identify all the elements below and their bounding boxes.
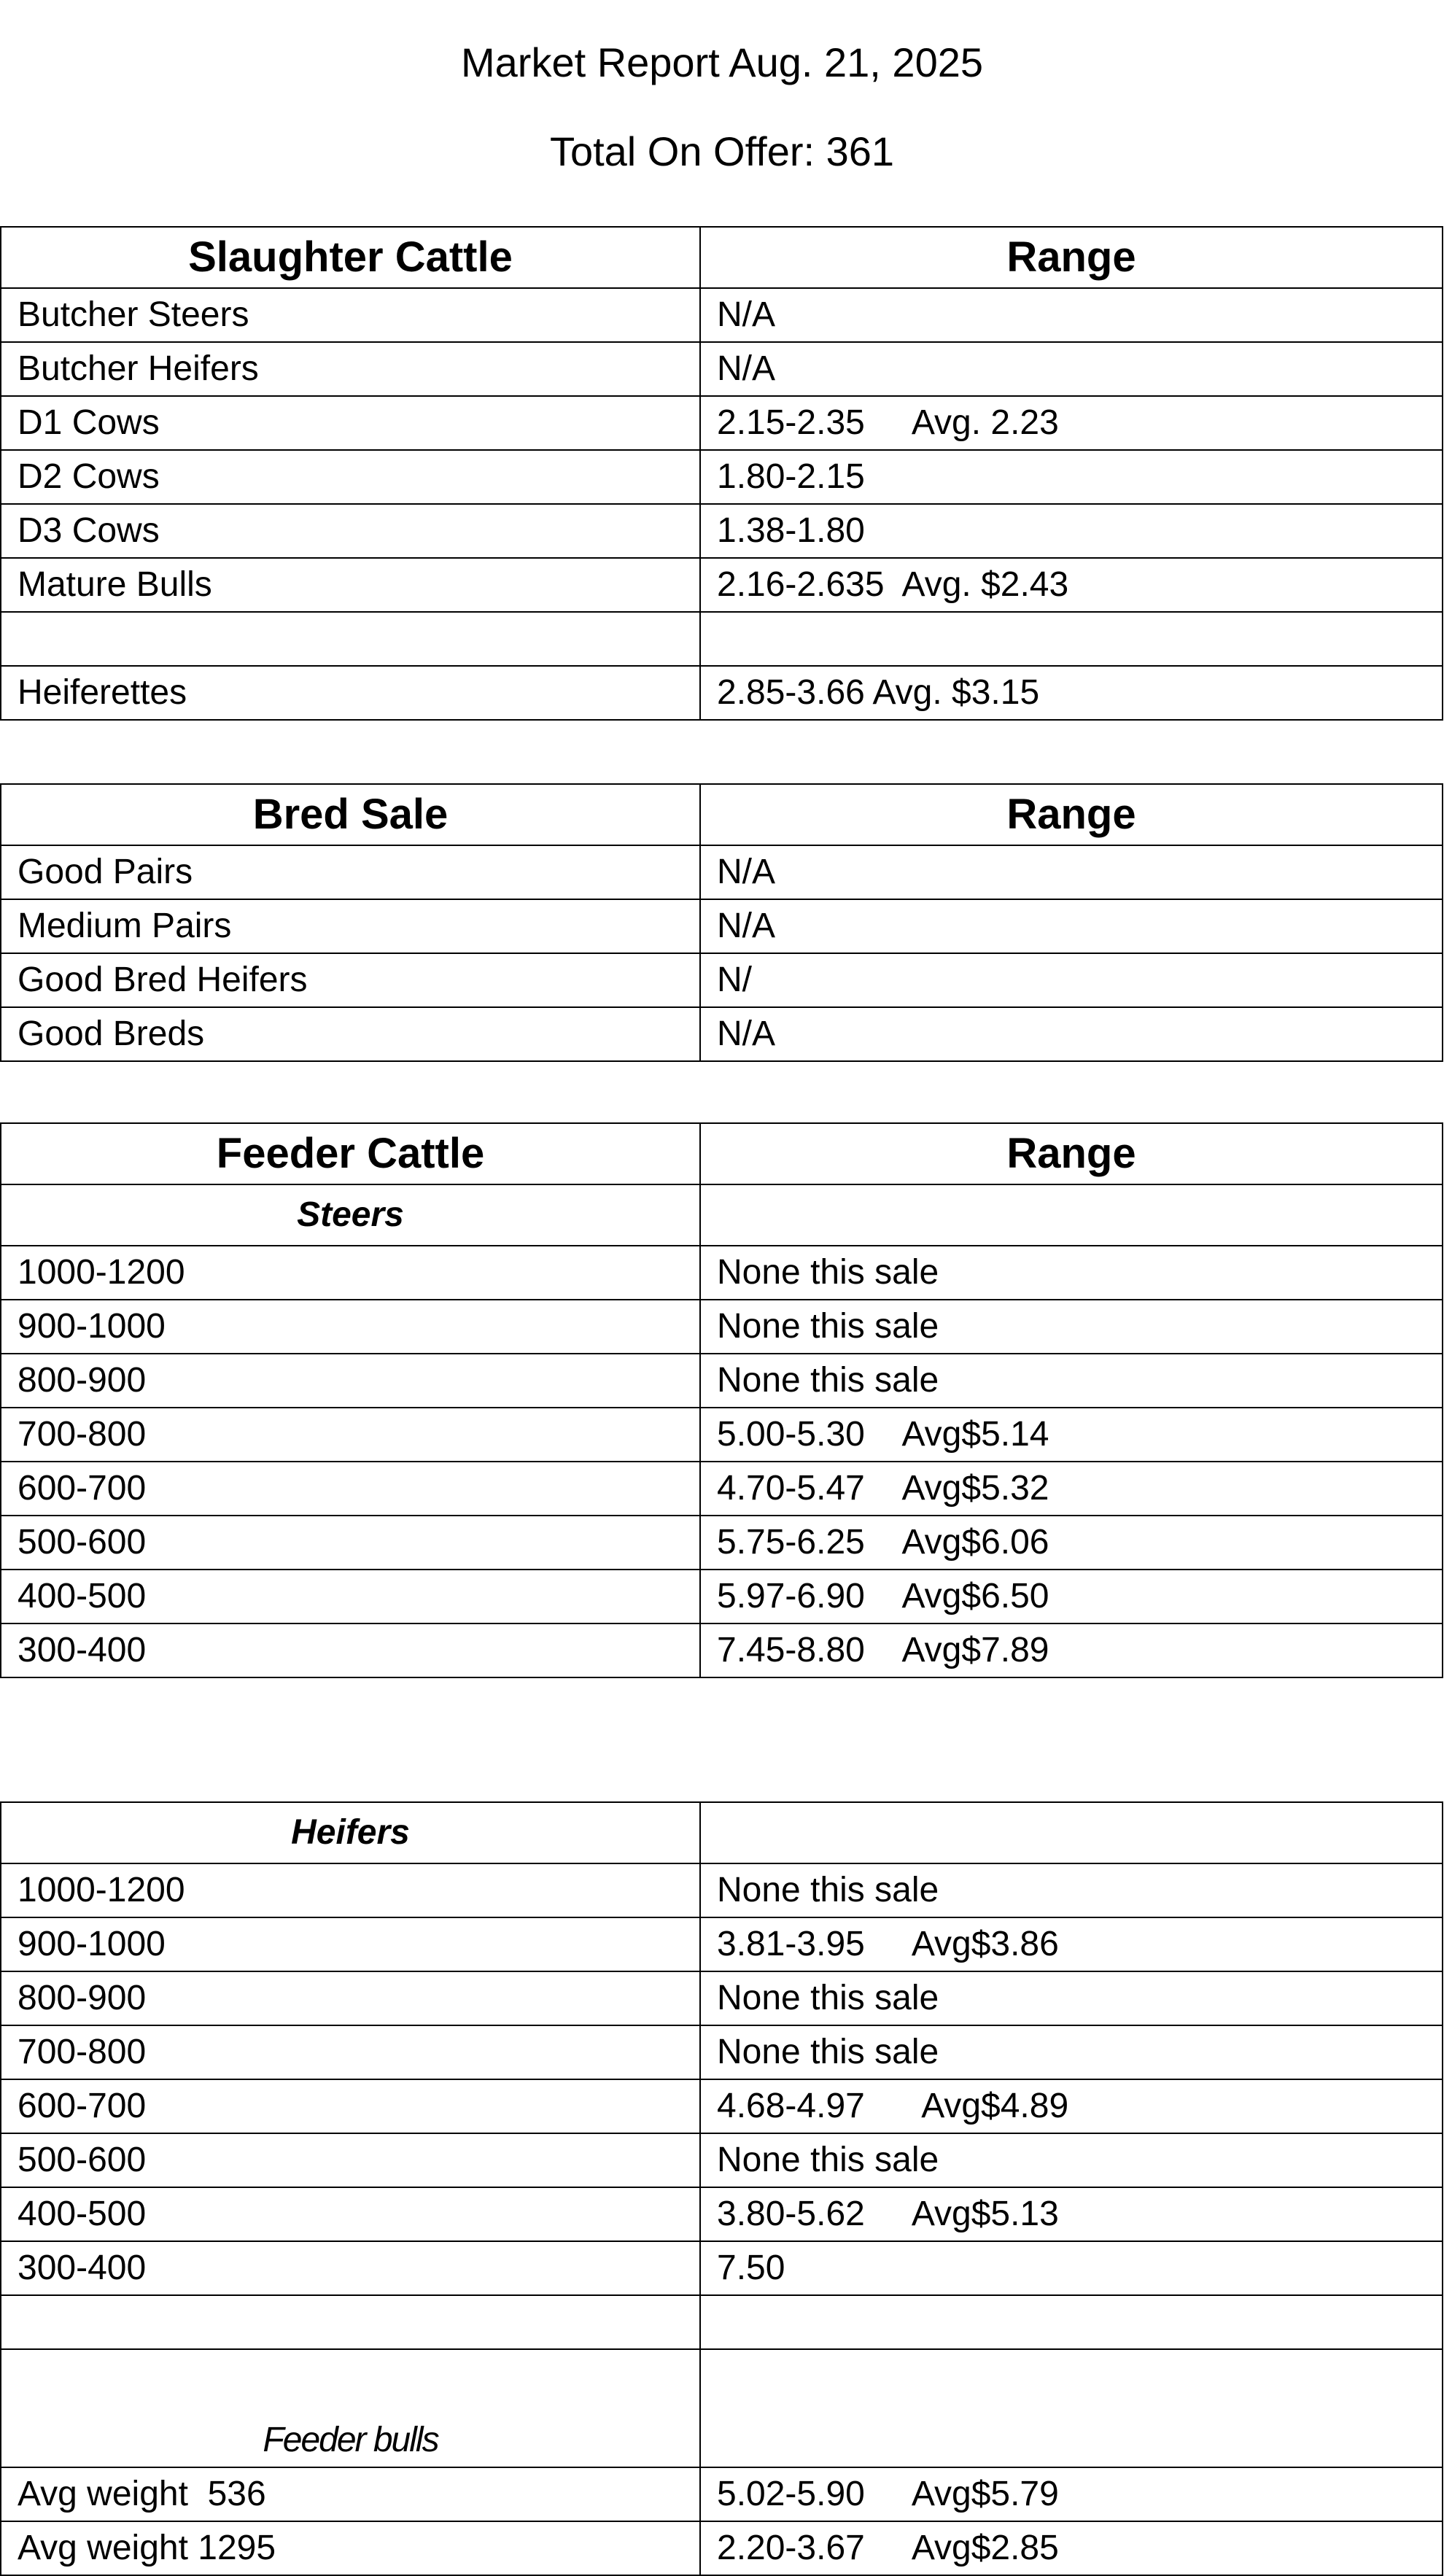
row-range: 3.80-5.62 Avg$5.13 [700,2187,1443,2241]
steers-subheader: Steers [1,1184,700,1246]
table-header-row [1,227,1443,288]
heifers-subheader: Heifers [1,1802,700,1863]
row-range: None this sale [700,2025,1443,2079]
table-row [1,1246,1443,1300]
table-row [1,899,1443,953]
row-range: None this sale [700,2133,1443,2187]
row-label: Heiferettes [1,666,700,720]
row-range: None this sale [700,1863,1443,1917]
table-row [1,2025,1443,2079]
row-range: 1.80-2.15 [700,450,1443,504]
table-row [1,1354,1443,1408]
table-row [1,558,1443,612]
row-range: 2.16-2.635 Avg. $2.43 [700,558,1443,612]
table-row [1,450,1443,504]
row-label: Good Pairs [1,845,700,899]
slaughter-header: Slaughter Cattle [1,227,700,288]
row-label: 400-500 [1,2187,700,2241]
table-row [1,2079,1443,2133]
row-range: 5.75-6.25 Avg$6.06 [700,1516,1443,1570]
table-row [1,1408,1443,1462]
row-label: Good Breds [1,1007,700,1061]
row-range: 2.15-2.35 Avg. 2.23 [700,396,1443,450]
feeder-heifers-table [0,1801,1443,2576]
row-label: 400-500 [1,1570,700,1623]
table-row [1,1863,1443,1917]
heifers-subheader-row [1,1802,1443,1863]
row-label: 300-400 [1,1623,700,1677]
row-range: 4.68-4.97 Avg$4.89 [700,2079,1443,2133]
row-range [700,612,1443,666]
table-row-empty [1,612,1443,666]
table-row [1,288,1443,342]
row-label [1,612,700,666]
row-label [1,2295,700,2349]
row-range: N/A [700,899,1443,953]
row-range: 5.97-6.90 Avg$6.50 [700,1570,1443,1623]
row-label: 500-600 [1,2133,700,2187]
row-range: 5.00-5.30 Avg$5.14 [700,1408,1443,1462]
empty-cell [700,1184,1443,1246]
row-range: None this sale [700,1246,1443,1300]
table-row-empty [1,2295,1443,2349]
row-range: 3.81-3.95 Avg$3.86 [700,1917,1443,1971]
row-range: N/A [700,342,1443,396]
table-row [1,1971,1443,2025]
feeder-bulls-subheader: Feeder bulls [1,2349,700,2467]
range-header: Range [700,1123,1443,1184]
row-range: 5.02-5.90 Avg$5.79 [700,2467,1443,2521]
row-range: N/A [700,288,1443,342]
table-row [1,1917,1443,1971]
table-row [1,1516,1443,1570]
table-row [1,2521,1443,2575]
range-header: Range [700,784,1443,845]
table-row [1,845,1443,899]
row-range [700,2295,1443,2349]
table-row [1,1570,1443,1623]
table-header-row [1,1123,1443,1184]
table-header-row [1,784,1443,845]
table-row [1,2467,1443,2521]
slaughter-cattle-table [0,226,1443,721]
table-row [1,2241,1443,2295]
table-row [1,1623,1443,1677]
row-range: None this sale [700,1354,1443,1408]
feeder-cattle-header: Feeder Cattle [1,1123,700,1184]
row-label: Avg weight 1295 [1,2521,700,2575]
row-range: N/A [700,845,1443,899]
row-label: 800-900 [1,1971,700,2025]
row-label: Medium Pairs [1,899,700,953]
row-label: Mature Bulls [1,558,700,612]
table-row [1,504,1443,558]
total-on-offer: Total On Offer: 361 [549,128,895,174]
row-label: 600-700 [1,2079,700,2133]
row-label: 1000-1200 [1,1863,700,1917]
row-label: 900-1000 [1,1917,700,1971]
steers-subheader-row [1,1184,1443,1246]
row-range: 4.70-5.47 Avg$5.32 [700,1462,1443,1516]
table-row [1,953,1443,1007]
row-range: None this sale [700,1300,1443,1354]
table-row [1,1462,1443,1516]
row-range: N/A [700,1007,1443,1061]
row-range: None this sale [700,1971,1443,2025]
row-label: Butcher Steers [1,288,700,342]
bred-sale-table [0,783,1443,1062]
row-label: 500-600 [1,1516,700,1570]
row-label: D1 Cows [1,396,700,450]
row-label: 600-700 [1,1462,700,1516]
row-range: 2.85-3.66 Avg. $3.15 [700,666,1443,720]
row-label: 700-800 [1,1408,700,1462]
row-range: 1.38-1.80 [700,504,1443,558]
table-row [1,1007,1443,1061]
table-row [1,1300,1443,1354]
row-label: Good Bred Heifers [1,953,700,1007]
row-label: 800-900 [1,1354,700,1408]
table-row [1,666,1443,720]
row-label: 1000-1200 [1,1246,700,1300]
empty-cell [700,1802,1443,1863]
row-label: Butcher Heifers [1,342,700,396]
row-label: 900-1000 [1,1300,700,1354]
row-label: D3 Cows [1,504,700,558]
row-label: D2 Cows [1,450,700,504]
row-range: 2.20-3.67 Avg$2.85 [700,2521,1443,2575]
row-label: 700-800 [1,2025,700,2079]
empty-cell [700,2349,1443,2467]
row-label: Avg weight 536 [1,2467,700,2521]
table-row [1,2133,1443,2187]
row-range: 7.45-8.80 Avg$7.89 [700,1623,1443,1677]
table-row [1,342,1443,396]
bulls-subheader-row [1,2349,1443,2467]
feeder-cattle-table [0,1122,1443,1678]
range-header: Range [700,227,1443,288]
row-range: N/ [700,953,1443,1007]
row-label: 300-400 [1,2241,700,2295]
table-row [1,396,1443,450]
table-row [1,2187,1443,2241]
bred-sale-header: Bred Sale [1,784,700,845]
report-title: Market Report Aug. 21, 2025 [461,39,983,85]
row-range: 7.50 [700,2241,1443,2295]
